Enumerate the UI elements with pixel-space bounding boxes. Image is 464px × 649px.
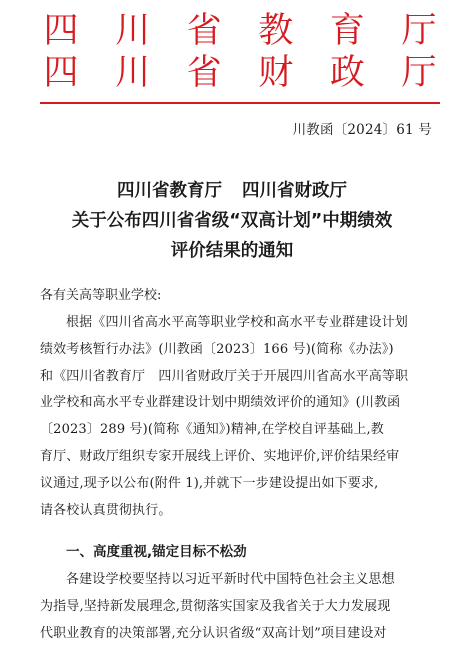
document-number: 川教函〔2024〕61 号	[292, 122, 432, 138]
paragraph-1	[40, 310, 440, 524]
header-char: 财	[258, 53, 294, 93]
text-line: 育厅、财政厅组织专家开展线上评价、实地评价,评价结果经审	[40, 448, 400, 464]
issuer-header	[40, 10, 440, 94]
text-line: 代职业教育的决策部署,充分认识省级“双高计划”项目建设对	[40, 625, 387, 641]
header-char: 厅	[401, 53, 437, 93]
text-line: 和《四川省教育厅 四川省财政厅关于开展四川省高水平高等职	[40, 368, 409, 384]
issuer-line-finance	[40, 52, 440, 94]
header-char: 教	[258, 11, 294, 51]
title-issuer-education: 四川省教育厅	[117, 181, 222, 201]
red-separator-line	[40, 102, 440, 104]
text-line: 各建设学校要坚持以习近平新时代中国特色社会主义思想	[66, 572, 395, 587]
header-char: 川	[115, 53, 151, 93]
text-line: 业学校和高水平专业群建设计划中期绩效评价的通知》(川教函	[40, 395, 401, 411]
salutation: 各有关高等职业学校:	[40, 288, 162, 303]
header-char: 厅	[401, 11, 437, 51]
document-title-line3: 评价结果的通知	[170, 241, 294, 261]
document-title-line1	[0, 176, 464, 206]
text-line: 〔2023〕289 号)(简称《通知》)精神,在学校自评基础上,教	[40, 422, 384, 438]
section-heading-1: 一、高度重视,锚定目标不松劲	[66, 544, 247, 560]
text-line: 根据《四川省高水平高等职业学校和高水平专业群建设计划	[66, 315, 408, 330]
header-char: 四	[43, 53, 79, 93]
issuer-line-education	[40, 10, 440, 52]
header-char: 四	[43, 11, 79, 51]
text-line: 请各校认真贯彻执行。	[40, 502, 172, 518]
header-char: 省	[186, 53, 222, 93]
text-line: 议通过,现予以公布(附件 1),并就下一步建设提出如下要求,	[40, 475, 379, 491]
text-line: 绩效考核暂行办法》(川教函〔2023〕166 号)(简称《办法》)	[40, 341, 394, 357]
document-title-line2: 关于公布四川省省级“双高计划”中期绩效	[71, 211, 393, 231]
header-char: 育	[329, 11, 365, 51]
header-char: 政	[329, 53, 365, 93]
header-char: 省	[186, 11, 222, 51]
text-line: 为指导,坚持新发展理念,贯彻落实国家及我省关于大力发展现	[40, 598, 391, 614]
paragraph-2	[40, 567, 440, 647]
title-issuer-finance: 四川省财政厅	[242, 181, 347, 201]
header-char: 川	[115, 11, 151, 51]
